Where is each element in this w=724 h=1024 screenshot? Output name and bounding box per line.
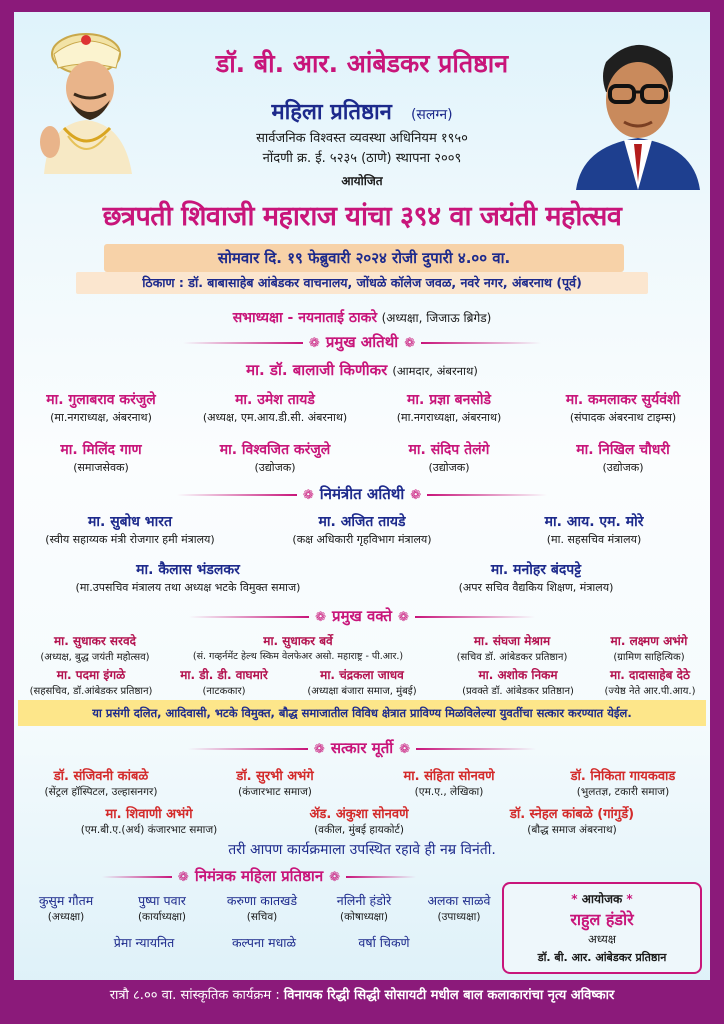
flower-ornament-icon: ❁ (313, 742, 325, 757)
heading-divider (188, 748, 308, 750)
heading-text: सत्कार मूर्ती (330, 739, 394, 757)
honorees-heading (14, 738, 710, 758)
guest-role: (अध्यक्ष, एम.आय.डी.सी. अंबरनाथ) (202, 411, 348, 424)
felicitation-band (18, 700, 706, 726)
footer-label: रात्रौ ८.०० वा. सांस्कृतिक कार्यक्रम : (109, 988, 280, 1003)
honoree-role: (एम.ए., लेखिका) (414, 786, 484, 798)
flower-ornament-icon: ❁ (404, 336, 416, 351)
inviter-role: (कार्याध्यक्षा) (137, 911, 187, 923)
guest-name: मा. कमलाकर सुर्यवंशी (565, 392, 681, 408)
speaker-name: मा. अशोक निकम (478, 668, 558, 682)
heading-text: निमंत्रीत अतिथी (319, 485, 405, 503)
inviters-heading (14, 866, 504, 886)
flower-ornament-icon: ❁ (397, 610, 409, 625)
heading-divider (346, 876, 416, 878)
guest-role: (उद्योजक) (428, 461, 470, 474)
footer-line (14, 980, 710, 1012)
registration-line: नोंदणी क्र. ई. ५२३५ (ठाणे) स्थापना २००९ (262, 151, 462, 166)
heading-divider (189, 616, 309, 618)
guest-name: मा. निखिल चौधरी (576, 442, 670, 458)
organization-title: डॉ. बी. आर. आंबेडकर प्रतिष्ठान (215, 49, 509, 78)
inviter-name: वर्षा चिकणे (358, 935, 410, 950)
event-title: छत्रपती शिवाजी महाराज यांचा ३९४ वा जयंती महोत्सव (102, 201, 622, 232)
inviter-name: नलिनी हंडोरे (336, 893, 392, 908)
honoree-role: (कंजारभाट समाज) (238, 786, 312, 798)
footer-band (14, 980, 710, 1012)
guest-name: मा. गुलाबराव करंजुले (46, 392, 156, 408)
speaker-name: मा. दादासाहेब देठे (610, 668, 690, 682)
inviter-role: (कोषाध्यक्षा) (339, 911, 389, 923)
honoree-role: (बौद्ध समाज अंबरनाथ) (527, 824, 617, 836)
organizer-name: राहुल हंडोरे (570, 910, 634, 929)
guest-name: मा. विश्वजित करंजुले (219, 442, 331, 458)
guest-role: (उद्योजक) (602, 461, 644, 474)
flower-ornament-icon: ❁ (399, 742, 411, 757)
guest-role: (अपर सचिव वैद्यकिय शिक्षण, मंत्रालय) (458, 581, 614, 594)
poster (14, 12, 710, 1012)
guest-name: मा. प्रज्ञा बनसोडे (407, 392, 491, 408)
guest-name: मा. मिलिंद गाण (60, 442, 142, 458)
speaker-name: मा. संघजा मेश्राम (473, 634, 551, 648)
inviter-name: पुष्पा पवार (138, 893, 186, 908)
heading-text: प्रमुख अतिथी (325, 333, 399, 351)
guest-role: (कक्ष अधिकारी गृहविभाग मंत्रालय) (292, 533, 432, 546)
honoree-name: ॲड. अंकुशा सोनवणे (309, 807, 409, 822)
honoree-role: (भुलतज्ञ, टकारी समाज) (576, 786, 670, 798)
heading-divider (416, 748, 536, 750)
guest-role: (स्वीय सहाय्यक मंत्री रोजगार हमी मंत्रालय) (45, 533, 215, 546)
guest-name: मा. मनोहर बंदपट्टे (490, 562, 582, 578)
guest-role: (संपादक अंबरनाथ टाइम्स) (569, 411, 677, 424)
sub-organization-name: महिला प्रतिष्ठान (271, 100, 392, 125)
president-name: सभाध्यक्षा - नयनाताई ठाकरे (232, 310, 378, 326)
honoree-name: डॉ. स्नेहल कांबळे (गांगुर्डे) (509, 807, 635, 822)
heading-divider (177, 494, 297, 496)
heading-text: प्रमुख वक्ते (332, 607, 392, 625)
guest-name: मा. डॉ. बालाजी किणीकर (246, 361, 388, 379)
trust-act-line: सार्वजनिक विश्वस्त व्यवस्था अधिनियम १९५० (256, 131, 468, 146)
honoree-role: (वकील, मुंबई हायकोर्ट) (314, 824, 404, 836)
honoree-name: डॉ. संजिवनी कांबळे (53, 769, 149, 784)
speaker-role: (सं. गव्हर्नमेंट हेल्थ स्किम वेलफेअर असो. महाराष्ट्र - पी.आर.) (192, 651, 404, 662)
felicitation-note: या प्रसंगी दलित, आदिवासी, भटके विमुक्त, बौद्ध समाजातील विविध क्षेत्रात प्राविण्य मिळविलेल्या युवतींचा सत्कार करण्यात येईल. (92, 706, 632, 720)
guest-name: मा. सुबोध भारत (88, 514, 172, 530)
heading-divider (427, 494, 547, 496)
guest-role: (आमदार, अंबरनाथ) (392, 364, 478, 378)
guest-role: (मा.उपसचिव मंत्रालय तथा अध्यक्ष भटके विमुक्त समाज) (75, 581, 301, 594)
inviter-name: कल्पना मधाळे (231, 935, 297, 950)
honoree-name: मा. संहिता सोनवणे (403, 769, 495, 784)
inviter-name: प्रेमा न्यायनित (113, 935, 175, 950)
organized-by-label: आयोजित (341, 174, 383, 188)
inviter-name: कुसुम गौतम (38, 893, 94, 908)
guest-role: (मा. सहसचिव मंत्रालय) (546, 533, 642, 546)
speaker-name: मा. पदमा इंगळे (56, 668, 126, 682)
organizer-heading (504, 890, 700, 907)
speaker-name: मा. लक्ष्मण अभंगे (610, 634, 688, 648)
flower-ornament-icon: ❁ (308, 336, 320, 351)
heading-divider (415, 616, 535, 618)
guest-role: (उद्योजक) (254, 461, 296, 474)
speaker-role: (नाटककार) (202, 686, 246, 697)
honoree-name: डॉ. निकिता गायकवाड (570, 769, 676, 784)
speaker-role: (सहसचिव, डॉ.आंबेडकर प्रतिष्ठान) (29, 686, 153, 697)
inviter-role: (सचिव) (246, 911, 278, 923)
inviter-name: अलका साळवे (427, 893, 491, 908)
speaker-role: (प्रवक्ते डॉ. आंबेडकर प्रतिष्ठान) (462, 686, 574, 697)
flower-ornament-icon: ❁ (410, 488, 422, 503)
chief-guests-heading (14, 332, 710, 352)
chief-guest-lead (14, 360, 710, 380)
guest-role: (मा.नगराध्यक्षा, अंबरनाथ) (396, 411, 502, 424)
honoree-role: (सेंट्रल हॉस्पिटल, उल्हासनगर) (44, 786, 158, 798)
speaker-name: मा. सुधाकर बर्वे (263, 634, 333, 648)
speaker-name: मा. चंद्रकला जाधव (320, 668, 404, 682)
flower-ornament-icon: ❁ (302, 488, 314, 503)
guest-name: मा. अजित तायडे (318, 514, 406, 530)
speakers-heading (14, 606, 710, 626)
sub-organization-note: (सलग्न) (410, 107, 453, 123)
president-line (14, 308, 710, 327)
footer-text: विनायक रिद्धी सिद्धी सोसायटी मधील बाल कलाकारांचा नृत्य अविष्कार (283, 988, 615, 1003)
flower-ornament-icon: ❁ (177, 870, 189, 885)
inviter-name: करुणा कातखडे (226, 893, 298, 908)
president-role: (अध्यक्षा, जिजाऊ ब्रिगेड) (381, 311, 492, 325)
guest-role: (समाजसेवक) (73, 461, 129, 474)
flower-ornament-icon: ❁ (315, 610, 327, 625)
sub-organization (14, 96, 710, 126)
speaker-role: (ग्रामिण साहित्यिक) (613, 652, 685, 663)
speaker-name: मा. डी. डी. वाघमारे (180, 668, 268, 682)
heading-divider (421, 342, 541, 344)
invited-guests-heading (14, 484, 710, 504)
event-date: सोमवार दि. १९ फेब्रुवारी २०२४ रोजी दुपारी ४.०० वा. (217, 249, 511, 267)
star-icon: * (571, 892, 578, 906)
guest-name: मा. उमेश तायडे (235, 392, 315, 408)
organizer-org: डॉ. बी. आर. आंबेडकर प्रतिष्ठान (537, 951, 667, 964)
organizer-box (502, 882, 702, 974)
organizer-heading-text: आयोजक (581, 892, 623, 906)
guest-role: (मा.नगराध्यक्ष, अंबरनाथ) (50, 411, 152, 424)
honoree-name: मा. शिवाणी अभंगे (105, 807, 193, 822)
organizer-role: अध्यक्ष (587, 932, 617, 946)
event-venue: ठिकाण : डॉ. बाबासाहेब आंबेडकर वाचनालय, जोंधळे कॉलेज जवळ, नवरे नगर, अंबरनाथ (पूर्व) (142, 275, 582, 290)
speaker-role: (अध्यक्षा बंजारा समाज, मुंबई) (307, 686, 417, 697)
speaker-role: (अध्यक्ष, बुद्ध जयंती महोत्सव) (40, 652, 150, 663)
flower-ornament-icon: ❁ (329, 870, 341, 885)
speaker-name: मा. सुधाकर सरवदे (54, 634, 136, 648)
guest-name: मा. आय. एम. मोरे (544, 514, 644, 530)
speaker-role: (ज्येष्ठ नेते आर.पी.आय.) (604, 686, 696, 697)
honoree-role: (एम.बी.ए.(अर्थ) कंजारभाट समाज) (80, 824, 218, 836)
inviter-role: (उपाध्यक्षा) (437, 911, 481, 923)
date-band (104, 244, 624, 272)
honoree-name: डॉ. सुरभी अभंगे (236, 769, 314, 784)
guest-name: मा. कैलास भंडलकर (136, 562, 240, 578)
heading-divider (183, 342, 303, 344)
heading-text: निमंत्रक महिला प्रतिष्ठान (194, 867, 324, 885)
guest-name: मा. संदिप तेलंगे (408, 442, 490, 458)
star-icon: * (626, 892, 633, 906)
request-line: तरी आपण कार्यक्रमाला उपस्थित रहावे ही नम्र विनंती. (228, 842, 496, 858)
speaker-role: (सचिव डॉ. आंबेडकर प्रतिष्ठान) (456, 652, 568, 663)
inviter-role: (अध्यक्षा) (47, 911, 85, 923)
heading-divider (102, 876, 172, 878)
